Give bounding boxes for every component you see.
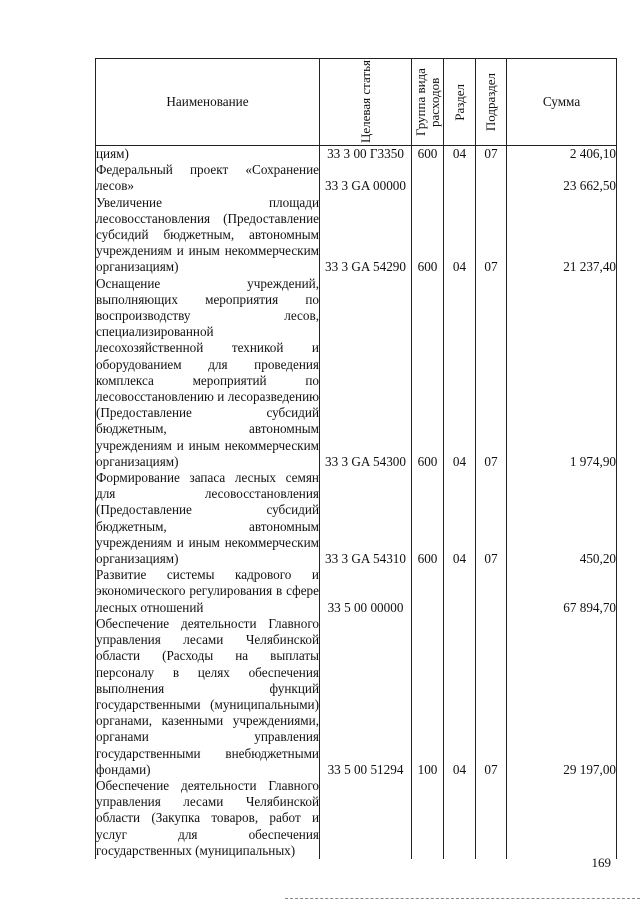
row-subsection: 07 — [476, 276, 507, 470]
row-section: 04 — [444, 276, 476, 470]
row-section: 04 — [444, 616, 476, 778]
table-row — [96, 778, 617, 859]
row-target: 33 3 00 Г3350 — [320, 146, 412, 163]
header-expense-group: Группа вида расходов — [412, 59, 444, 146]
table-header-row — [96, 59, 617, 146]
row-target: 33 3 GA 54310 — [320, 470, 412, 567]
row-subsection: 07 — [476, 195, 507, 276]
bottom-divider — [285, 898, 640, 900]
table-row — [96, 567, 617, 616]
row-target: 33 5 00 00000 — [320, 567, 412, 616]
row-target: 33 5 00 51294 — [320, 616, 412, 778]
row-group: 600 — [412, 195, 444, 276]
row-sum: 450,20 — [507, 470, 617, 567]
row-section — [444, 567, 476, 616]
row-section — [444, 778, 476, 859]
row-group: 600 — [412, 146, 444, 163]
row-section: 04 — [444, 195, 476, 276]
page-number: 169 — [591, 855, 611, 870]
row-section: 04 — [444, 146, 476, 163]
table-row — [96, 146, 617, 163]
budget-table — [95, 58, 617, 859]
header-sum: Сумма — [507, 59, 617, 146]
row-group — [412, 778, 444, 859]
row-subsection: 07 — [476, 146, 507, 163]
row-name: Федеральный проект «Сохранение лесов» — [96, 162, 319, 194]
table-row — [96, 195, 617, 276]
row-subsection — [476, 567, 507, 616]
header-section: Раздел — [444, 59, 476, 146]
row-sum: 1 974,90 — [507, 276, 617, 470]
row-sum — [507, 778, 617, 859]
row-subsection — [476, 778, 507, 859]
row-sum: 21 237,40 — [507, 195, 617, 276]
table-row — [96, 162, 617, 194]
row-sum: 67 894,70 — [507, 567, 617, 616]
table-row — [96, 470, 617, 567]
row-target: 33 3 GA 54300 — [320, 276, 412, 470]
row-sum: 23 662,50 — [507, 162, 617, 194]
row-name: Обеспечение деятельности Главного управления лесами Челябинской области (Расходы на выплаты персоналу в целях обеспечения выполнения функций государственными (муниципальными) органами, казенными учреждениями, органами управления государственными внебюджетными фондами) — [96, 615, 319, 777]
row-target: 33 3 GA 54290 — [320, 195, 412, 276]
row-group: 600 — [412, 470, 444, 567]
row-sum: 2 406,10 — [507, 146, 617, 163]
header-target-article: Целевая статья — [320, 59, 412, 146]
table-row — [96, 616, 617, 778]
row-target — [320, 778, 412, 859]
row-group — [412, 567, 444, 616]
row-subsection: 07 — [476, 470, 507, 567]
row-section — [444, 162, 476, 194]
header-name: Наименование — [96, 59, 320, 146]
table-row — [96, 276, 617, 470]
row-name: Развитие системы кадрового и экономического регулирования в сфере лесных отношений — [96, 567, 319, 615]
row-name: Формирование запаса лесных семян для лесовосстановления (Предоставление субсидий бюджетным, автономным учреждениям и иным некоммерческим организациям) — [96, 470, 319, 567]
row-subsection: 07 — [476, 616, 507, 778]
row-group: 100 — [412, 616, 444, 778]
row-section: 04 — [444, 470, 476, 567]
row-sum: 29 197,00 — [507, 616, 617, 778]
row-name: Оснащение учреждений, выполняющих мероприятия по воспроизводству лесов, специализированной лесохозяйственной техникой и оборудованием для проведения комплекса мероприятий по лесовосстановлению и лесоразведению (Предоставление субсидий бюджетным, автономным учреждениям и иным некоммерческим организациям) — [96, 275, 319, 469]
row-target: 33 3 GA 00000 — [320, 162, 412, 194]
row-group — [412, 162, 444, 194]
row-name: циям) — [96, 146, 320, 163]
row-subsection — [476, 162, 507, 194]
row-group: 600 — [412, 276, 444, 470]
row-name: Увеличение площади лесовосстановления (Предоставление субсидий бюджетным, автономным учреждениям и иным некоммерческим организациям) — [96, 194, 319, 275]
header-subsection: Подраздел — [476, 59, 507, 146]
row-name: Обеспечение деятельности Главного управления лесами Челябинской области (Закупка товаров, работ и услуг для обеспечения государственных (муниципальных) — [96, 777, 319, 858]
